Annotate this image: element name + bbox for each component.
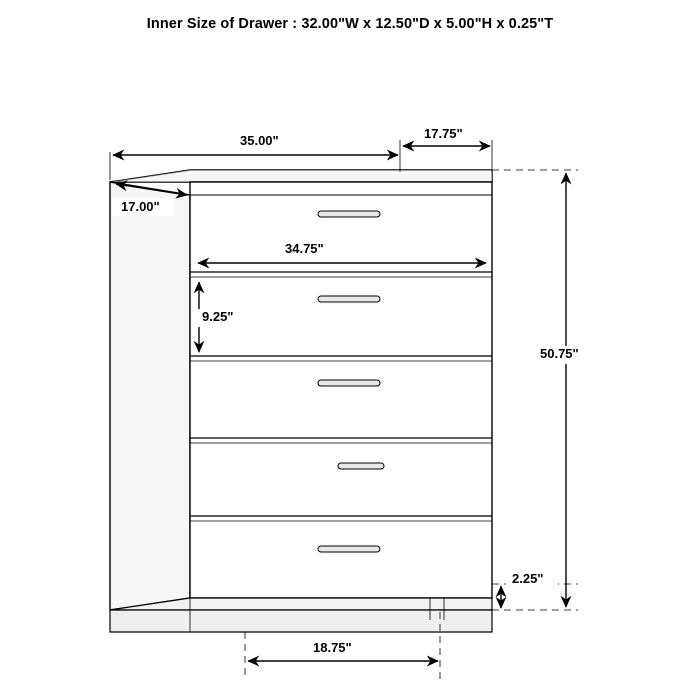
label-side-depth: 17.00" <box>121 199 160 214</box>
label-base-width: 18.75" <box>313 640 352 655</box>
label-top-depth: 17.75" <box>424 126 463 141</box>
label-drawer-width: 34.75" <box>285 241 324 256</box>
chest-body <box>110 170 492 632</box>
label-top-width: 35.00" <box>240 133 279 148</box>
label-foot-height: 2.25" <box>512 571 544 586</box>
label-drawer-height: 9.25" <box>202 309 234 324</box>
label-overall-height: 50.75" <box>540 346 579 361</box>
page-title: Inner Size of Drawer : 32.00"W x 12.50"D x 5.00"H x 0.25"T <box>146 16 554 32</box>
